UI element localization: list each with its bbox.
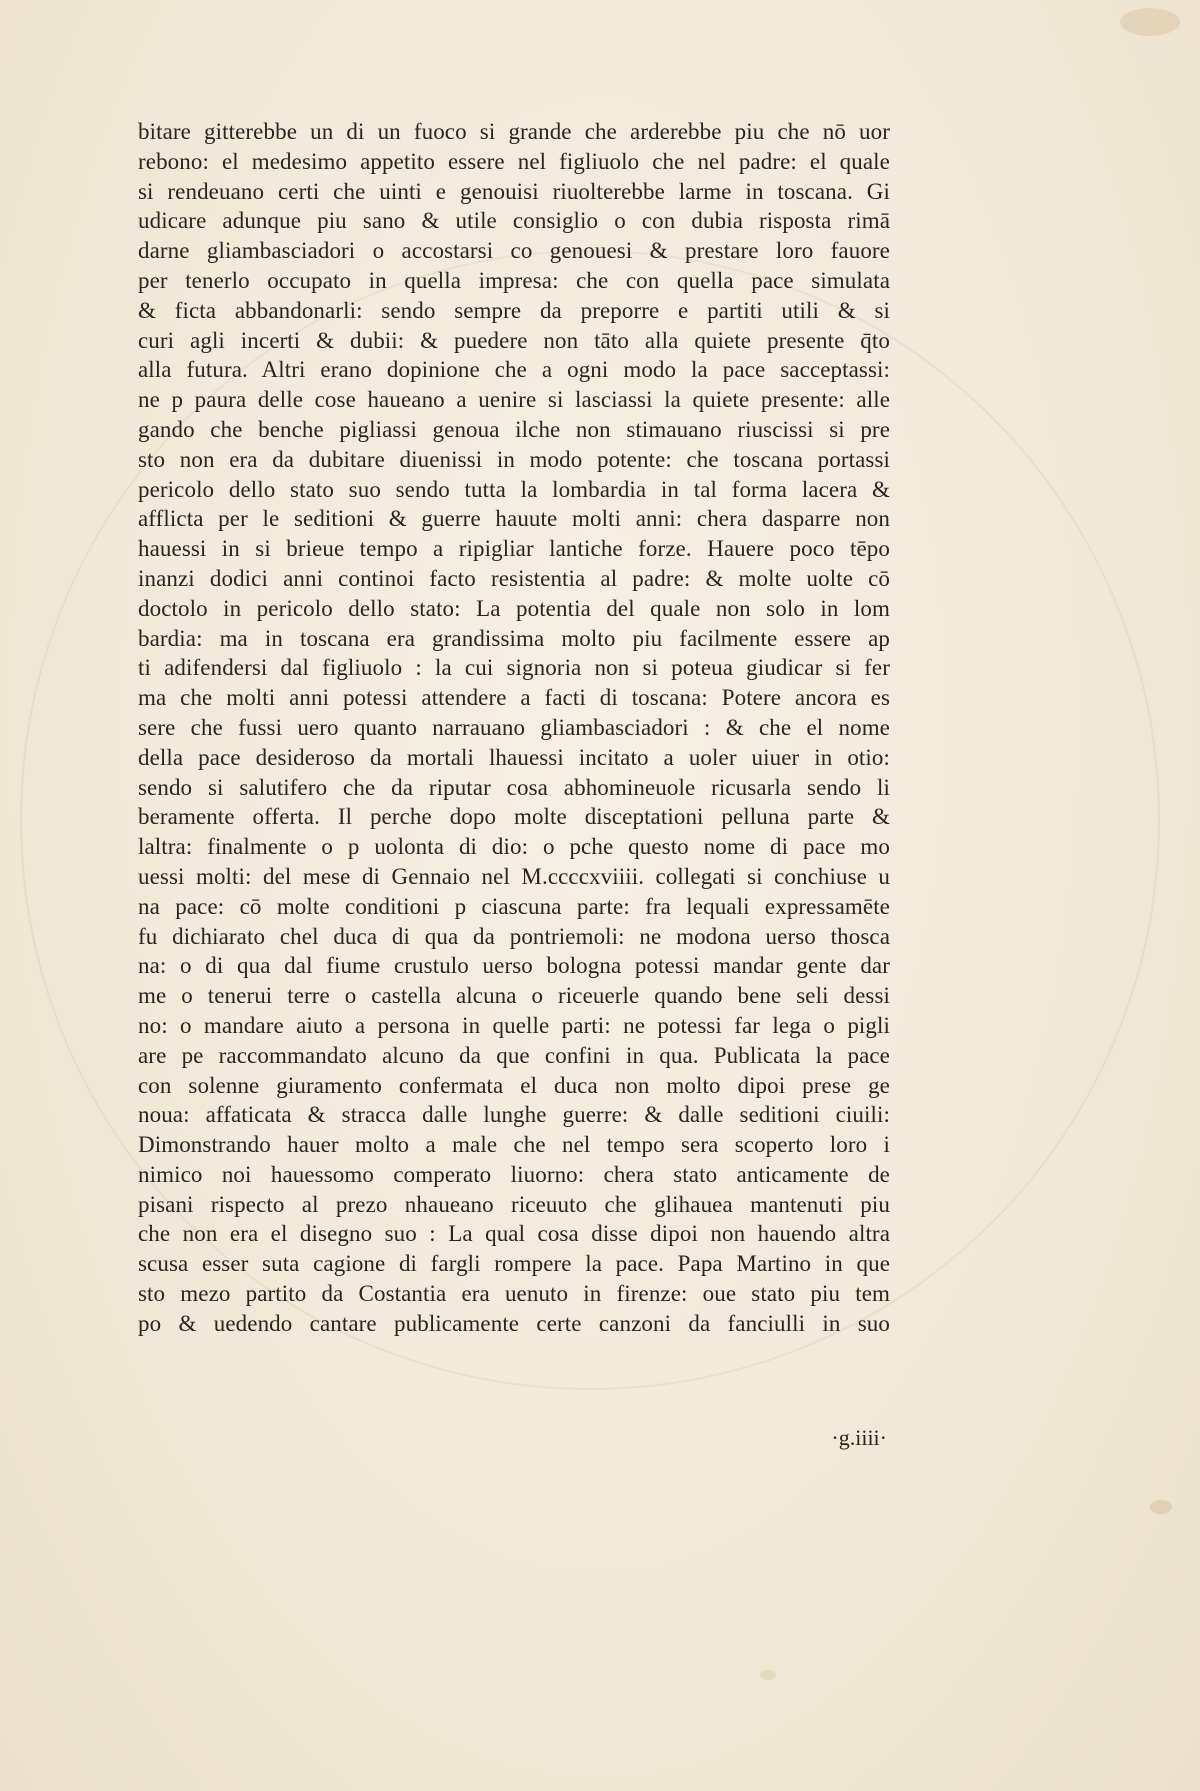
text-line: bitare gitterebbe un di un fuoco si grande che arderebbe piu che nō uor: [138, 119, 890, 144]
text-line: inanzi dodici anni continoi facto resistentia al padre: & molte uolte cō: [138, 565, 890, 591]
paper-stain: [1150, 1500, 1172, 1514]
text-line: gando che benche pigliassi genoua ilche non stimauano riuscissi si pre: [138, 416, 890, 442]
text-line: na pace: cō molte conditioni p ciascuna parte: fra lequali expressamēte: [138, 893, 890, 919]
text-line: beramente offerta. Il perche dopo molte disceptationi pelluna parte &: [138, 804, 890, 830]
text-line: della pace desideroso da mortali lhauessi incitato a uoler uiuer in otio:: [138, 744, 890, 770]
text-line: scusa esser suta cagione di fargli rompere la pace. Papa Martino in que: [138, 1251, 890, 1277]
text-line: curi agli incerti & dubii: & puedere non tāto alla quiete presente q̄to: [138, 327, 890, 353]
text-line: udicare adunque piu sano & utile consiglio o con dubia risposta rimā: [138, 208, 890, 234]
text-line: pisani rispecto al prezo nhaueano riceuuto che glihauea mantenuti piu: [138, 1191, 890, 1217]
text-line: che non era el disegno suo : La qual cosa disse dipoi non hauendo altra: [138, 1221, 890, 1247]
text-line: darne gliambasciadori o accostarsi co genouesi & prestare loro fauore: [138, 238, 890, 264]
text-line: uessi molti: del mese di Gennaio nel M.ccccxviiii. collegati si conchiuse u: [138, 863, 890, 889]
text-line: ti adifendersi dal figliuolo : la cui signoria non si poteua giudicar si fer: [138, 655, 890, 681]
paper-stain: [1120, 8, 1180, 36]
text-line: afflicta per le seditioni & guerre hauute molti anni: chera dasparre non: [138, 506, 890, 532]
text-block: [138, 117, 890, 1339]
text-line: po & uedendo cantare publicamente certe canzoni da fanciulli in suo: [138, 1310, 890, 1336]
text-line: ma che molti anni potessi attendere a facti di toscana: Potere ancora es: [138, 685, 890, 711]
text-line: alla futura. Altri erano dopinione che a ogni modo la pace sacceptassi:: [138, 357, 890, 383]
text-line: laltra: finalmente o p uolonta di dio: o pche questo nome di pace mo: [138, 834, 890, 860]
text-line: rebono: el medesimo appetito essere nel figliuolo che nel padre: el quale: [138, 148, 890, 174]
text-line: noua: affaticata & stracca dalle lunghe guerre: & dalle seditioni ciuili:: [138, 1102, 890, 1128]
text-line: are pe raccommandato alcuno da que confini in qua. Publicata la pace: [138, 1042, 890, 1068]
text-line: ne p paura delle cose haueano a uenire si lasciassi la quiete presente: alle: [138, 387, 890, 413]
text-line: hauessi in si brieue tempo a ripigliar lantiche forze. Hauere poco tēpo: [138, 536, 890, 562]
text-line: con solenne giuramento confermata el duca non molto dipoi prese ge: [138, 1072, 890, 1098]
text-line: si rendeuano certi che uinti e genouisi riuolterebbe larme in toscana. Gi: [138, 178, 890, 204]
text-line: doctolo in pericolo dello stato: La potentia del quale non solo in lom: [138, 595, 890, 621]
text-line: Dimonstrando hauer molto a male che nel tempo sera scoperto loro i: [138, 1132, 890, 1158]
text-line: sto non era da dubitare diuenissi in modo potente: che toscana portassi: [138, 446, 890, 472]
text-line: nimico noi hauessomo comperato liuorno: chera stato anticamente de: [138, 1161, 890, 1187]
text-line: sto mezo partito da Costantia era uenuto in firenze: oue stato piu tem: [138, 1281, 890, 1307]
text-line: sendo si salutifero che da riputar cosa abhomineuole ricusarla sendo li: [138, 774, 890, 800]
signature-mark: ·g.iiii·: [831, 1425, 887, 1450]
paper-stain: [760, 1670, 776, 1680]
text-line: no: o mandare aiuto a persona in quelle parti: ne potessi far lega o pigli: [138, 1012, 890, 1038]
text-line: & ficta abbandonarli: sendo sempre da preporre e partiti utili & si: [138, 297, 890, 323]
text-line: pericolo dello stato suo sendo tutta la lombardia in tal forma lacera &: [138, 476, 890, 502]
text-line: fu dichiarato chel duca di qua da pontriemoli: ne modona uerso thosca: [138, 923, 890, 949]
text-line: bardia: ma in toscana era grandissima molto piu facilmente essere ap: [138, 625, 890, 651]
text-line: sere che fussi uero quanto narrauano gliambasciadori : & che el nome: [138, 714, 890, 740]
text-line: per tenerlo occupato in quella impresa: che con quella pace simulata: [138, 267, 890, 293]
text-line: me o tenerui terre o castella alcuna o riceuerle quando bene seli dessi: [138, 983, 890, 1009]
text-line: na: o di qua dal fiume crustulo uerso bologna potessi mandar gente dar: [138, 953, 890, 979]
